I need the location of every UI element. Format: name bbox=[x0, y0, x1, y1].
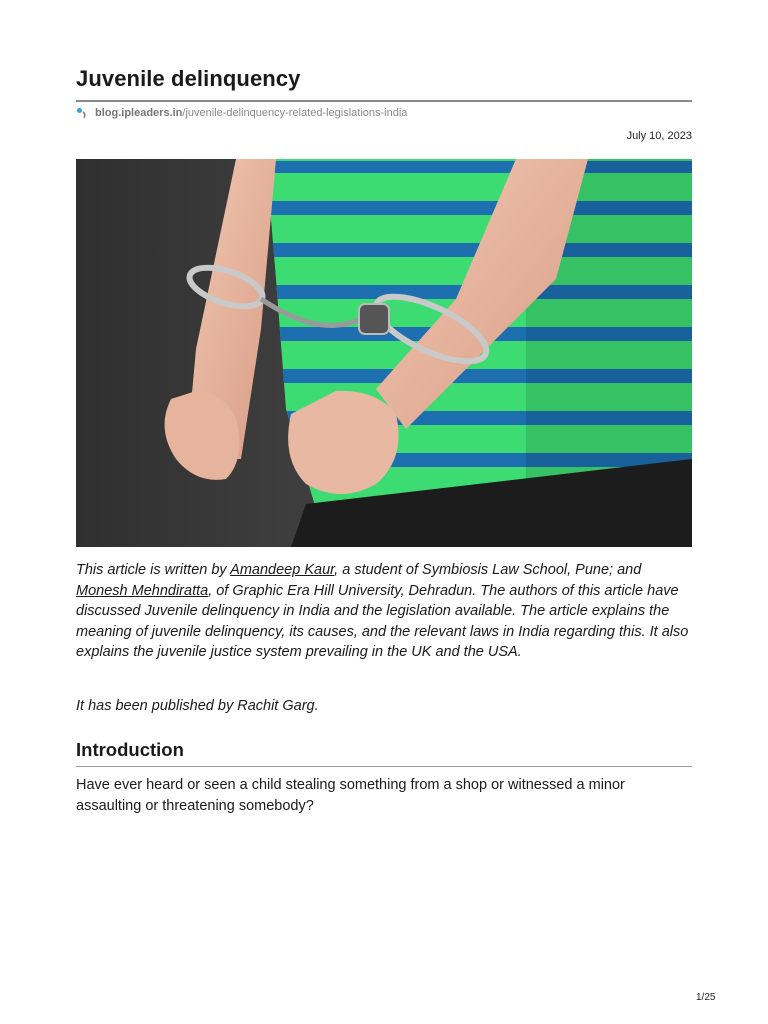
author-link-amandeep[interactable]: Amandeep Kaur bbox=[230, 562, 335, 578]
byline-middle: , a student of Symbiosis Law School, Pune; and bbox=[334, 562, 642, 578]
source-link[interactable] bbox=[76, 107, 407, 119]
author-link-monesh[interactable]: Monesh Mehndiratta bbox=[76, 582, 209, 599]
byline-prefix: This article is written by bbox=[76, 562, 231, 578]
publish-date: July 10, 2023 bbox=[626, 130, 692, 142]
page-title: Juvenile delinquency bbox=[76, 66, 301, 91]
published-by: It has been published by Rachit Garg. bbox=[76, 698, 319, 714]
byline-suffix: , of Graphic Era Hill University, Dehradun. The authors of this article have discussed Juvenile delinquency in India and the legislation available. The article explains the meaning of juvenile delinquency, its causes, and the relevant laws in India regarding this. It also explains the juvenile justice system prevailing in the UK and the USA. bbox=[76, 582, 689, 660]
byline-paragraph bbox=[76, 560, 692, 663]
source-path[interactable]: /juvenile-delinquency-related-legislations-india bbox=[182, 107, 408, 119]
introduction-text: Have ever heard or seen a child stealing something from a shop or witnessed a minor assaulting or threatening somebody? bbox=[76, 777, 625, 814]
section-heading-introduction: Introduction bbox=[76, 739, 184, 760]
title-divider bbox=[76, 100, 692, 102]
page-number: 1/25 bbox=[696, 992, 716, 1003]
link-icon bbox=[76, 107, 88, 119]
source-domain[interactable]: blog.ipleaders.in bbox=[95, 107, 183, 119]
handcuffed-wrists-photo-icon bbox=[76, 159, 692, 547]
section-divider bbox=[76, 766, 692, 767]
hero-image bbox=[76, 159, 692, 547]
